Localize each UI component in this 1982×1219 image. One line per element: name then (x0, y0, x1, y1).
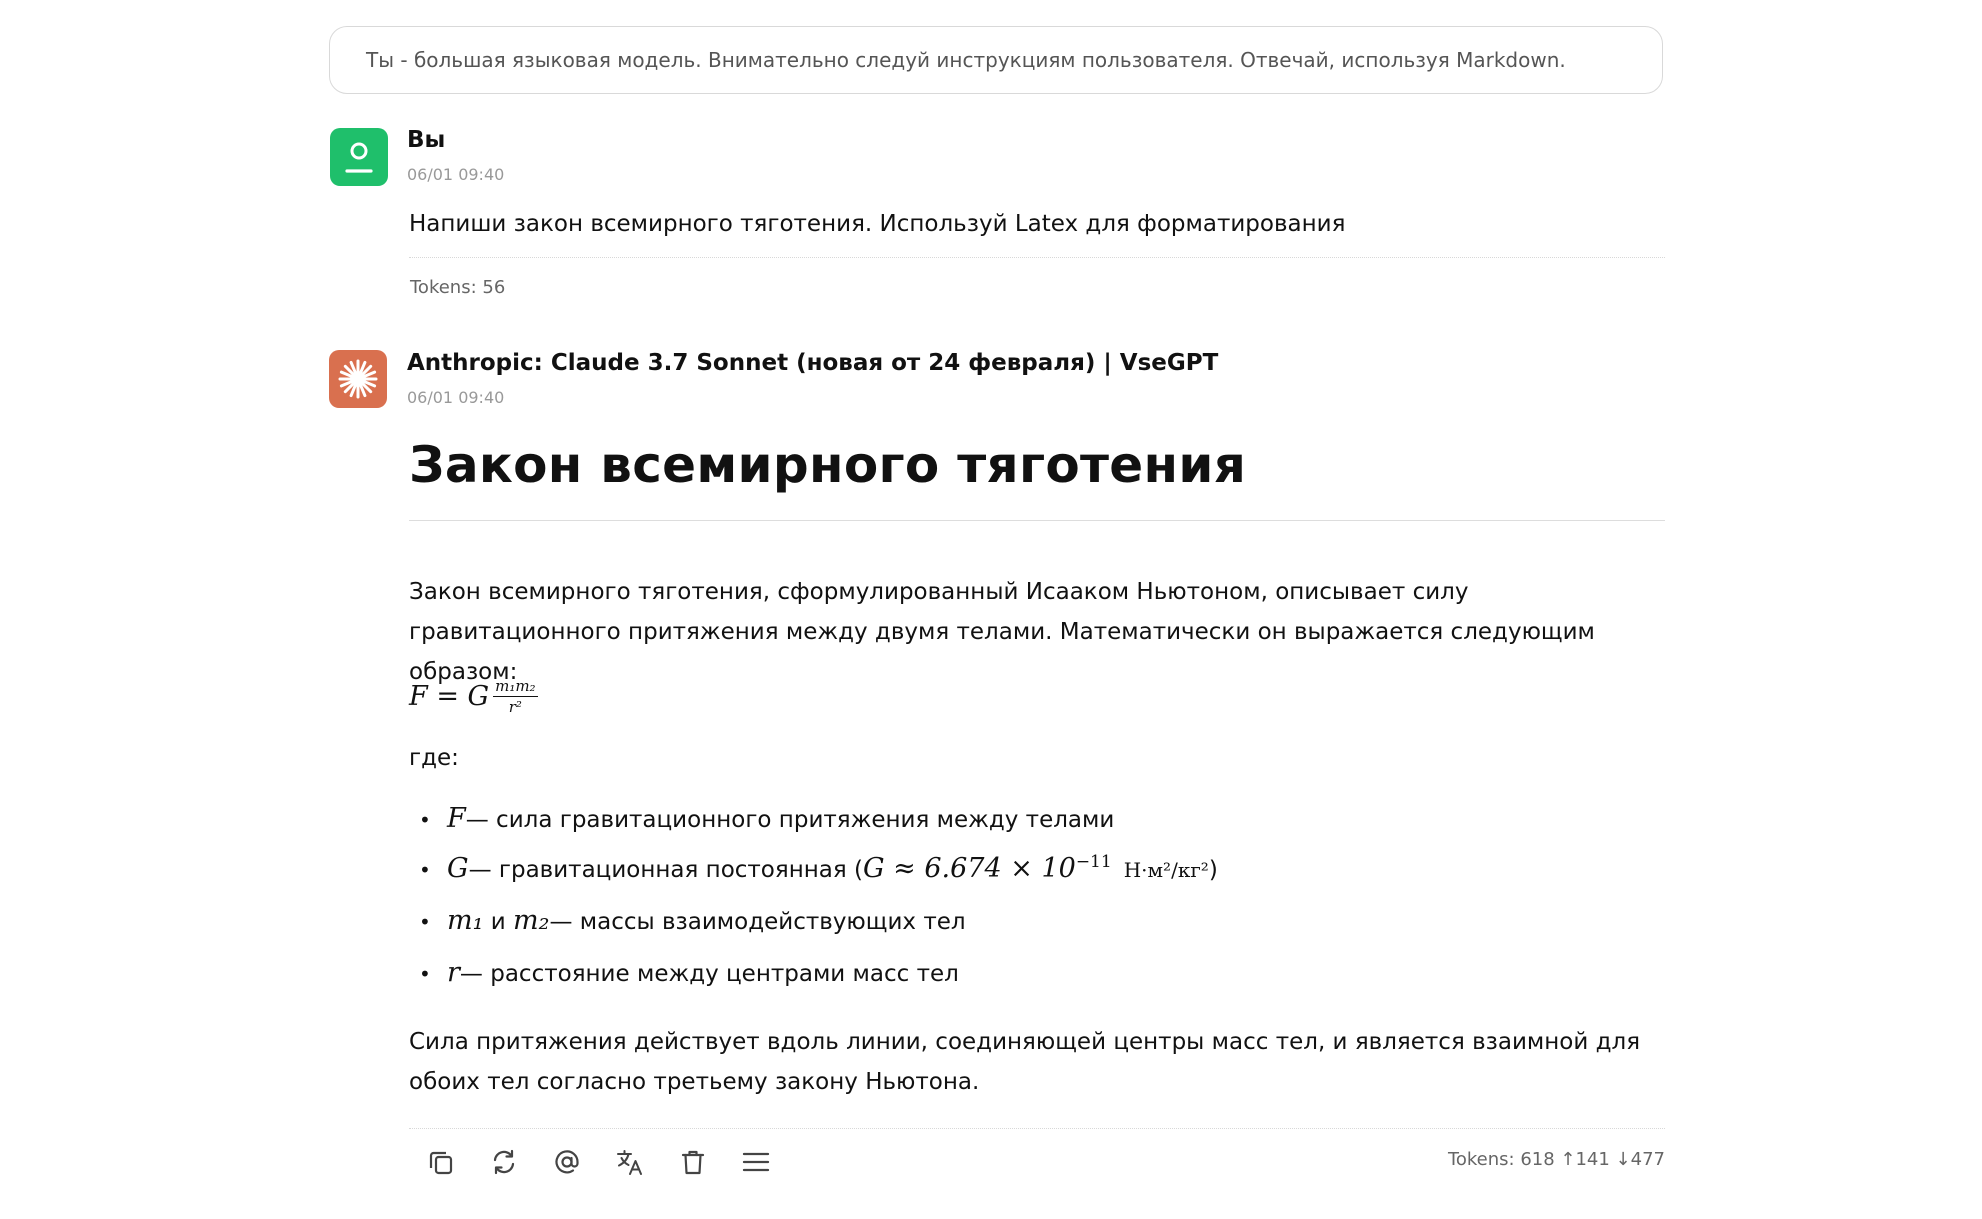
list-item: • G — гравитационная постоянная ( G ≈ 6.674 × 10 $^{-11}$ Н·м²/кг² ) (419, 852, 1218, 884)
user-message-text: Напиши закон всемирного тяготения. Используй Latex для форматирования (409, 211, 1346, 237)
claude-sunburst-icon (336, 357, 380, 401)
assistant-author: Anthropic: Claude 3.7 Sonnet (новая от 24 февраля) | VseGPT (407, 350, 1219, 376)
formula-fraction (493, 677, 537, 716)
user-token-count: Tokens: 56 (410, 277, 506, 298)
user-timestamp: 06/01 09:40 (407, 165, 505, 184)
list-item: • F — сила гравитационного притяжения между телами (419, 803, 1115, 834)
mention-button[interactable] (535, 1142, 598, 1182)
symbol-m1: m₁ (447, 905, 484, 936)
delete-button[interactable] (661, 1142, 724, 1182)
system-prompt-text: Ты - большая языковая модель. Внимательно следуй инструкциям пользователя. Отвечай, используя Markdown. (366, 48, 1566, 72)
gravity-formula (409, 672, 538, 720)
g-exponent: −11 (1075, 852, 1112, 872)
g-unit: Н·м²/кг² (1123, 858, 1209, 882)
conclusion-paragraph: Сила притяжения действует вдоль линии, соединяющей центры масс тел, и является взаимной для обоих тел согласно третьему закону Ньютона. (409, 1029, 1641, 1095)
copy-button[interactable] (409, 1142, 472, 1182)
message-toolbar (409, 1142, 787, 1182)
copy-icon (427, 1148, 455, 1176)
formula-denominator: r² (508, 697, 522, 716)
assistant-timestamp: 06/01 09:40 (407, 388, 505, 407)
symbol-r: r (447, 957, 460, 988)
symbol-g: G (447, 853, 469, 884)
where-label: где: (409, 745, 459, 771)
system-prompt[interactable] (329, 26, 1663, 94)
symbol-f: F (447, 803, 466, 834)
trash-icon (679, 1148, 707, 1176)
formula-numerator: m₁m₂ (495, 676, 536, 695)
more-menu-button[interactable] (724, 1142, 787, 1182)
assistant-token-count: Tokens: 618 ↑141 ↓477 (1447, 1149, 1665, 1170)
mention-icon (553, 1148, 581, 1176)
translate-button[interactable] (598, 1142, 661, 1182)
user-avatar (330, 128, 388, 186)
user-author: Вы (407, 127, 446, 153)
user-icon (343, 140, 375, 174)
symbol-m2: m₂ (513, 905, 550, 936)
g-value: G ≈ 6.674 × 10 (863, 853, 1076, 884)
response-heading: Закон всемирного тяготения (409, 436, 1247, 494)
menu-icon (741, 1148, 771, 1176)
user-divider (409, 257, 1665, 258)
list-item: • r — расстояние между центрами масс тел (419, 957, 959, 988)
translate-icon (615, 1147, 645, 1177)
assistant-divider (409, 1128, 1665, 1129)
assistant-avatar (329, 350, 387, 408)
regenerate-button[interactable] (472, 1142, 535, 1182)
refresh-icon (490, 1148, 518, 1176)
list-item: • m₁ и m₂ — массы взаимодействующих тел (419, 905, 966, 936)
formula-lhs: F = G (409, 680, 490, 712)
intro-paragraph: Закон всемирного тяготения, сформулированный Исааком Ньютоном, описывает силу гравитационного притяжения между двумя телами. Математически он выражается следующим образом: (409, 579, 1595, 685)
heading-rule (409, 520, 1665, 521)
assistant-content (409, 436, 1665, 494)
